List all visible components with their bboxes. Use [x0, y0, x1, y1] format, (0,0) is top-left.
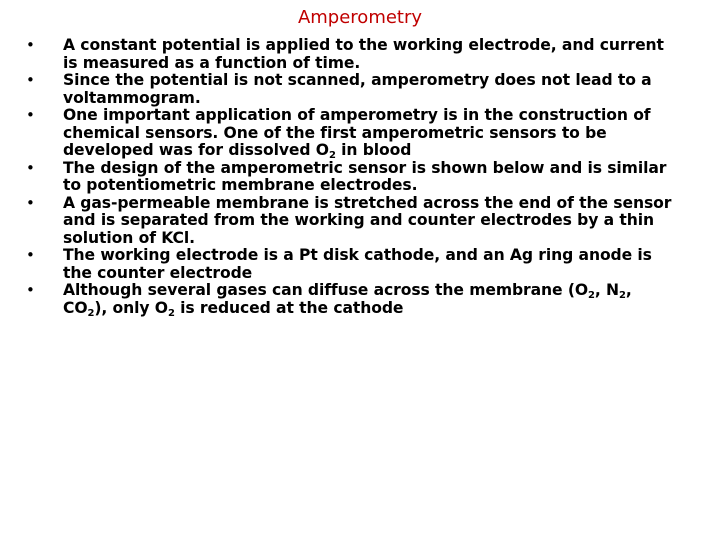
bullet-dot-icon: •	[26, 281, 35, 299]
bullet-text: Since the potential is not scanned, amperometry does not lead to a voltammogram.	[63, 71, 652, 107]
bullet-dot-icon: •	[26, 36, 35, 54]
bullet-item	[26, 160, 676, 195]
bullet-dot-icon: •	[26, 158, 35, 177]
bullet-dot-icon: •	[26, 193, 35, 212]
bullet-text: ), only O	[94, 298, 168, 317]
bullet-item	[26, 72, 676, 107]
subscript: 2	[167, 307, 175, 319]
bullet-text: Although several gases can diffuse across the membrane (O	[63, 281, 589, 299]
subscript: 2	[87, 307, 95, 319]
subscript: 2	[588, 290, 595, 301]
bullet-text: A gas‑permeable membrane is stretched across the end of the sensor and is separated from the working and counter electrodes by a thin solution of KCl.	[63, 193, 672, 247]
bullet-dot-icon: •	[26, 246, 35, 264]
bullet-text: One important application of amperometry is in the construction of chemical sensors. One of the first amperometric sensors to be developed was for dissolved O	[63, 106, 651, 159]
bullet-text: , N	[594, 281, 620, 299]
bullet-text: The design of the amperometric sensor is shown below and is similar to potentiometric membrane electrodes.	[63, 158, 667, 194]
subscript: 2	[619, 290, 626, 301]
bullet-text: in blood	[335, 141, 412, 159]
bullet-item	[26, 195, 676, 248]
bullet-item	[26, 247, 676, 282]
bullet-list	[26, 37, 676, 317]
slide-title: Amperometry	[297, 7, 423, 28]
bullet-item	[26, 107, 676, 160]
subscript: 2	[328, 150, 336, 161]
bullet-item	[26, 37, 676, 72]
bullet-text: , CO	[63, 281, 632, 317]
bullet-dot-icon: •	[26, 71, 35, 89]
bullet-dot-icon: •	[26, 106, 35, 124]
bullet-text: The working electrode is a Pt disk cathode, and an Ag ring anode is the counter electrode	[63, 246, 652, 282]
bullet-text: A constant potential is applied to the working electrode, and current is measured as a function of time.	[63, 36, 664, 72]
bullet-text: is reduced at the cathode	[174, 298, 404, 317]
bullet-item	[26, 282, 676, 317]
